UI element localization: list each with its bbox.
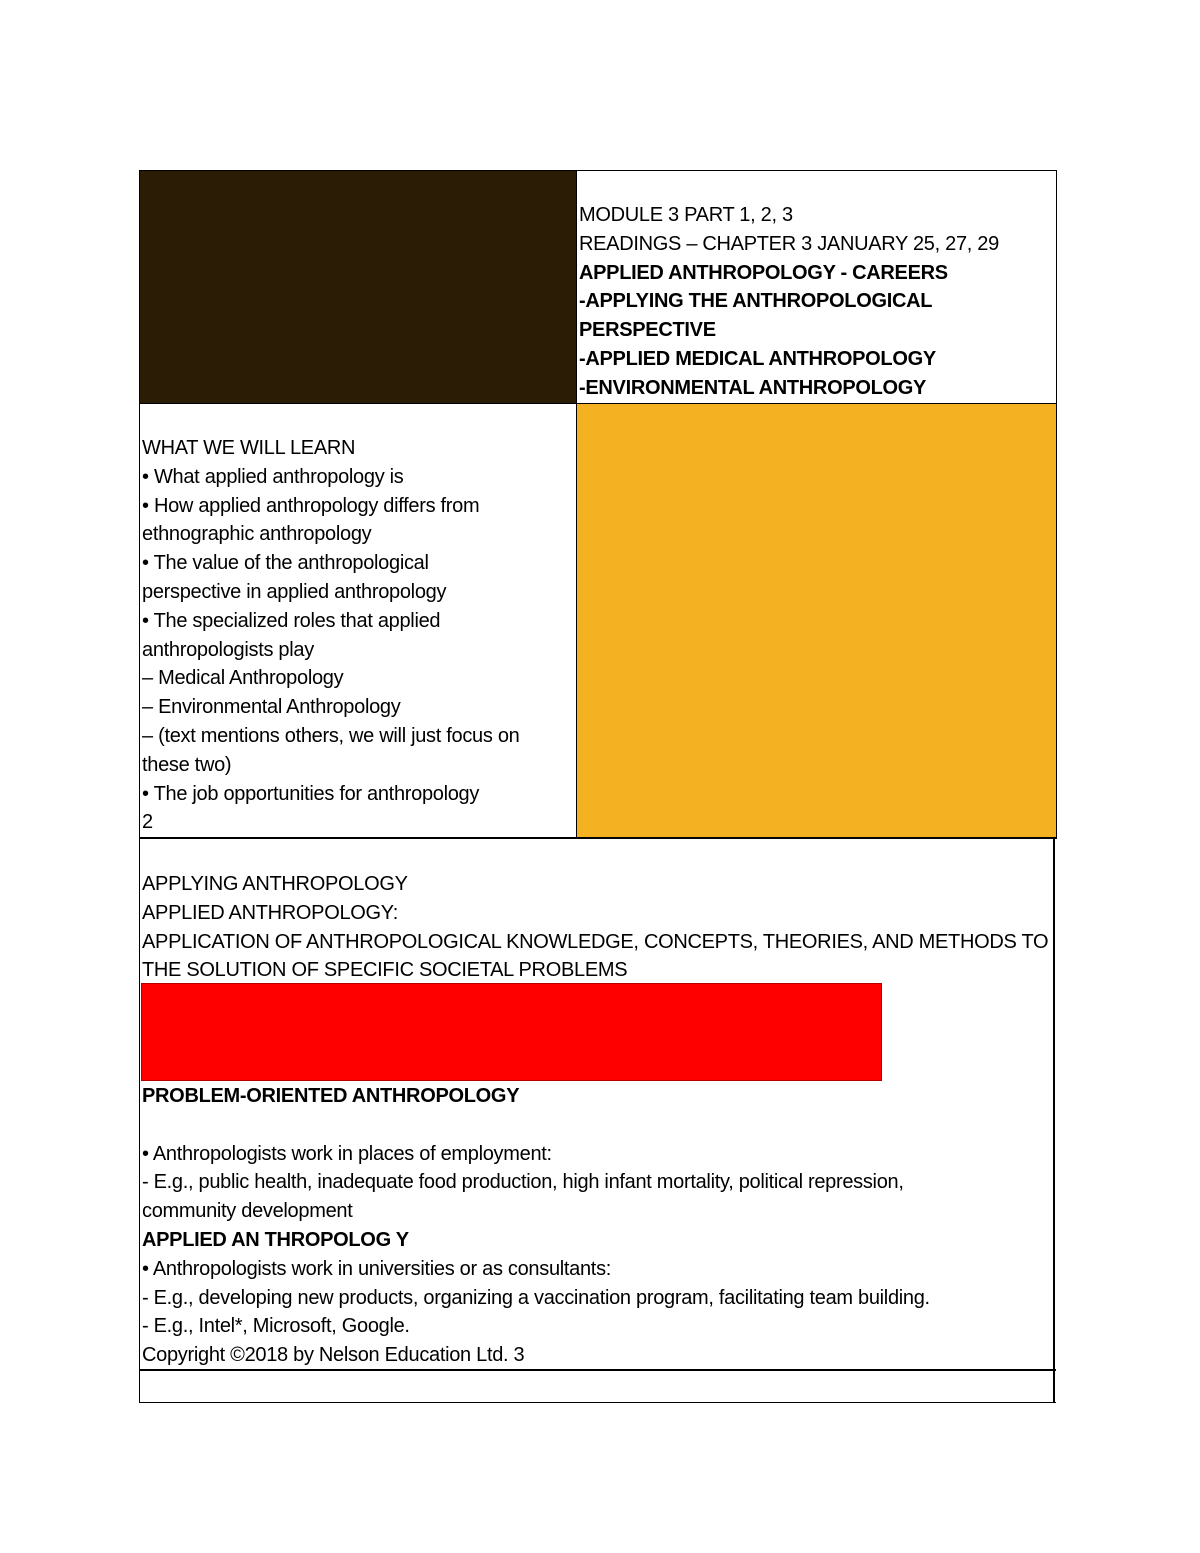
learning-objectives <box>142 434 519 837</box>
learn-line: – Medical Anthropology <box>142 667 344 690</box>
learn-line: – (text mentions others, we will just focus on <box>142 724 520 747</box>
header-topic: PERSPECTIVE <box>579 319 716 342</box>
table-row-divider-1-left <box>139 403 577 404</box>
table-border-right-upper <box>1056 170 1057 838</box>
applying-details <box>142 1082 930 1370</box>
table-row-divider-1 <box>577 403 1057 404</box>
header-topic: -APPLYING THE ANTHROPOLOGICAL <box>579 290 933 313</box>
problem-heading: PROBLEM-ORIENTED ANTHROPOLOGY <box>142 1085 520 1107</box>
intro-line: APPLICATION OF ANTHROPOLOGICAL KNOWLEDGE, CONCEPTS, THEORIES, AND METHODS TO <box>142 930 1049 953</box>
applied-line: - E.g., developing new products, organizing a vaccination program, facilitating team building. <box>142 1286 930 1309</box>
learn-line: • What applied anthropology is <box>142 465 404 488</box>
applied-line: • Anthropologists work in universities or as consultants: <box>142 1257 612 1280</box>
header-line: READINGS – CHAPTER 3 JANUARY 25, 27, 29 <box>579 232 999 255</box>
page-number: 2 <box>142 811 153 834</box>
copyright-line: Copyright ©2018 by Nelson Education Ltd. 3 <box>142 1344 525 1367</box>
table-border-top <box>139 170 1057 171</box>
blank-line <box>142 1111 930 1140</box>
header-topic: -APPLIED MEDICAL ANTHROPOLOGY <box>579 347 936 370</box>
applying-intro <box>142 870 1048 985</box>
table-row-divider-2 <box>139 837 1057 839</box>
problem-line: - E.g., public health, inadequate food production, high infant mortality, political repression, <box>142 1171 904 1194</box>
table-border-bottom <box>139 1402 1056 1403</box>
learn-line: • The value of the anthropological <box>142 552 429 575</box>
table-border-left <box>139 170 140 1403</box>
learn-line: perspective in applied anthropology <box>142 580 447 603</box>
learn-line: – Environmental Anthropology <box>142 696 401 719</box>
table-border-right-lower <box>1053 838 1055 1403</box>
learn-line: these two) <box>142 753 232 776</box>
red-block <box>141 983 882 1081</box>
intro-line: APPLYING ANTHROPOLOGY <box>142 873 408 895</box>
applied-heading: APPLIED AN THROPOLOG Y <box>142 1228 409 1251</box>
table-divider-middle <box>576 170 577 838</box>
applied-line: - E.g., Intel*, Microsoft, Google. <box>142 1315 410 1338</box>
header-line: MODULE 3 PART 1, 2, 3 <box>579 204 793 226</box>
learn-line: WHAT WE WILL LEARN <box>142 437 356 459</box>
module-header <box>579 201 999 403</box>
header-topic: -ENVIRONMENTAL ANTHROPOLOGY <box>579 376 927 399</box>
learn-line: anthropologists play <box>142 638 314 661</box>
learn-line: ethnographic anthropology <box>142 523 372 546</box>
learn-line: • The specialized roles that applied <box>142 609 441 632</box>
learn-line: • How applied anthropology differs from <box>142 494 480 517</box>
intro-line: THE SOLUTION OF SPECIFIC SOCIETAL PROBLEMS <box>142 959 628 982</box>
problem-line: community development <box>142 1200 353 1223</box>
header-topic: APPLIED ANTHROPOLOGY - CAREERS <box>579 261 948 284</box>
intro-line: APPLIED ANTHROPOLOGY: <box>142 901 399 924</box>
learn-line: • The job opportunities for anthropology <box>142 782 480 805</box>
problem-line: • Anthropologists work in places of employment: <box>142 1142 552 1165</box>
dark-block <box>140 171 577 404</box>
orange-block <box>577 404 1056 838</box>
